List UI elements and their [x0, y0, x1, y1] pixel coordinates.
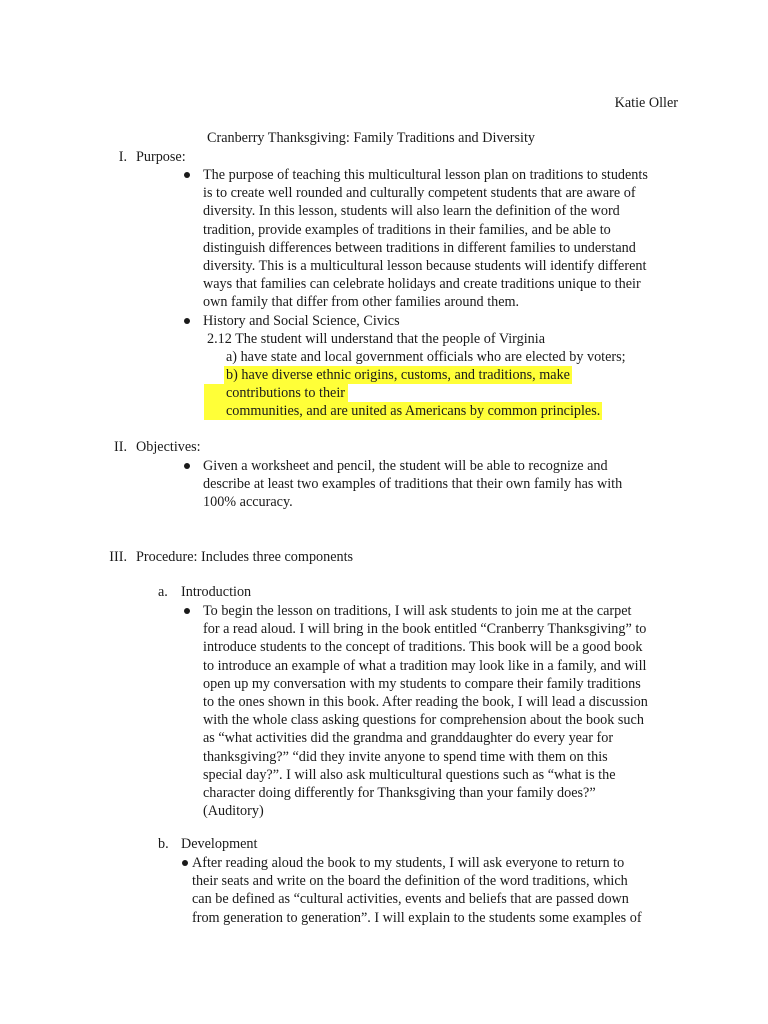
text-line: to introduce an example of what a tradition may look like in a family, and will [203, 657, 647, 674]
bullet-icon [184, 172, 190, 178]
introduction-paragraph [203, 602, 648, 820]
standard-item-b-line-2: contributions to their [204, 384, 348, 402]
text-line: their seats and write on the board the definition of the word traditions, which [192, 873, 628, 890]
text-line: own family that differ from other families around them. [203, 294, 520, 311]
purpose-paragraph [203, 166, 648, 312]
text-line: character doing differently for Thanksgiving than your family does?” [203, 785, 596, 802]
text-line: tradition, provide examples of traditions in their families, and be able to [203, 221, 611, 238]
standard-statement: 2.12 The student will understand that the people of Virginia [207, 331, 546, 347]
text-line: introduce students to the concept of traditions. This book will be a good book [203, 639, 643, 656]
section-label-procedure: Procedure: Includes three components [136, 549, 354, 565]
subsection-label-development: Development [181, 836, 258, 852]
standard-item-a: a) have state and local government officials who are elected by voters; [226, 349, 626, 365]
text-line: describe at least two examples of traditions that their own family has with [203, 476, 623, 493]
text-line: can be defined as “cultural activities, events and beliefs that are passed down [192, 891, 629, 908]
bullet-icon [184, 463, 190, 469]
section-numeral-procedure: III. [109, 549, 127, 565]
development-paragraph [192, 854, 642, 927]
bullet-icon [182, 860, 188, 866]
text-line: as “what activities did the grandma and granddaughter do every year for [203, 730, 614, 747]
text-line: ways that families can celebrate holidays and create traditions unique to their [203, 276, 641, 293]
subsection-label-introduction: Introduction [181, 584, 252, 600]
text-line: The purpose of teaching this multicultural lesson plan on traditions to students [203, 167, 648, 183]
text-line: is to create well rounded and culturally competent students that are aware of [203, 185, 636, 202]
text-line: diversity. In this lesson, students will also learn the definition of the word [203, 203, 620, 220]
text-line: thanksgiving?” “did they invite anyone to spend time with them on this [203, 748, 608, 765]
document-title: Cranberry Thanksgiving: Family Traditions and Diversity [207, 130, 536, 146]
section-label-objectives: Objectives: [136, 439, 201, 455]
bullet-icon [184, 318, 190, 324]
text-line: To begin the lesson on traditions, I will ask students to join me at the carpet [203, 603, 632, 619]
standard-item-b-line-3: communities, and are united as Americans by common principles. [204, 402, 602, 420]
section-label-purpose: Purpose: [136, 149, 186, 165]
author-name: Katie Oller [614, 95, 678, 111]
text-line: Given a worksheet and pencil, the student will be able to recognize and [203, 458, 608, 474]
standard-item-b-line-1: b) have diverse ethnic origins, customs, and traditions, make [226, 367, 570, 383]
text-line: special day?”. I will also ask multicultural questions such as “what is the [203, 766, 616, 783]
standards-subject: History and Social Science, Civics [203, 313, 400, 329]
text-line: open up my conversation with my students to compare their family traditions [203, 675, 641, 692]
section-numeral-objectives: II. [114, 439, 127, 455]
text-line: from generation to generation”. I will explain to the students some examples of [192, 909, 642, 926]
text-line: with the whole class asking questions for comprehension about the book such [203, 712, 644, 729]
text-line: diversity. This is a multicultural lesson because students will identify different [203, 258, 647, 275]
text-line: (Auditory) [203, 803, 264, 820]
text-line: 100% accuracy. [203, 494, 293, 511]
text-line: for a read aloud. I will bring in the book entitled “Cranberry Thanksgiving” to [203, 621, 647, 638]
section-numeral-purpose: I. [118, 149, 127, 165]
text-line: After reading aloud the book to my students, I will ask everyone to return to [192, 855, 625, 871]
text-line: to the ones shown in this book. After reading the book, I will lead a discussion [203, 694, 648, 711]
text-line: distinguish differences between traditions in different families to understand [203, 239, 636, 256]
objectives-paragraph [203, 457, 622, 512]
subsection-letter-b: b. [158, 836, 169, 852]
bullet-icon [184, 608, 190, 614]
subsection-letter-a: a. [158, 584, 168, 600]
